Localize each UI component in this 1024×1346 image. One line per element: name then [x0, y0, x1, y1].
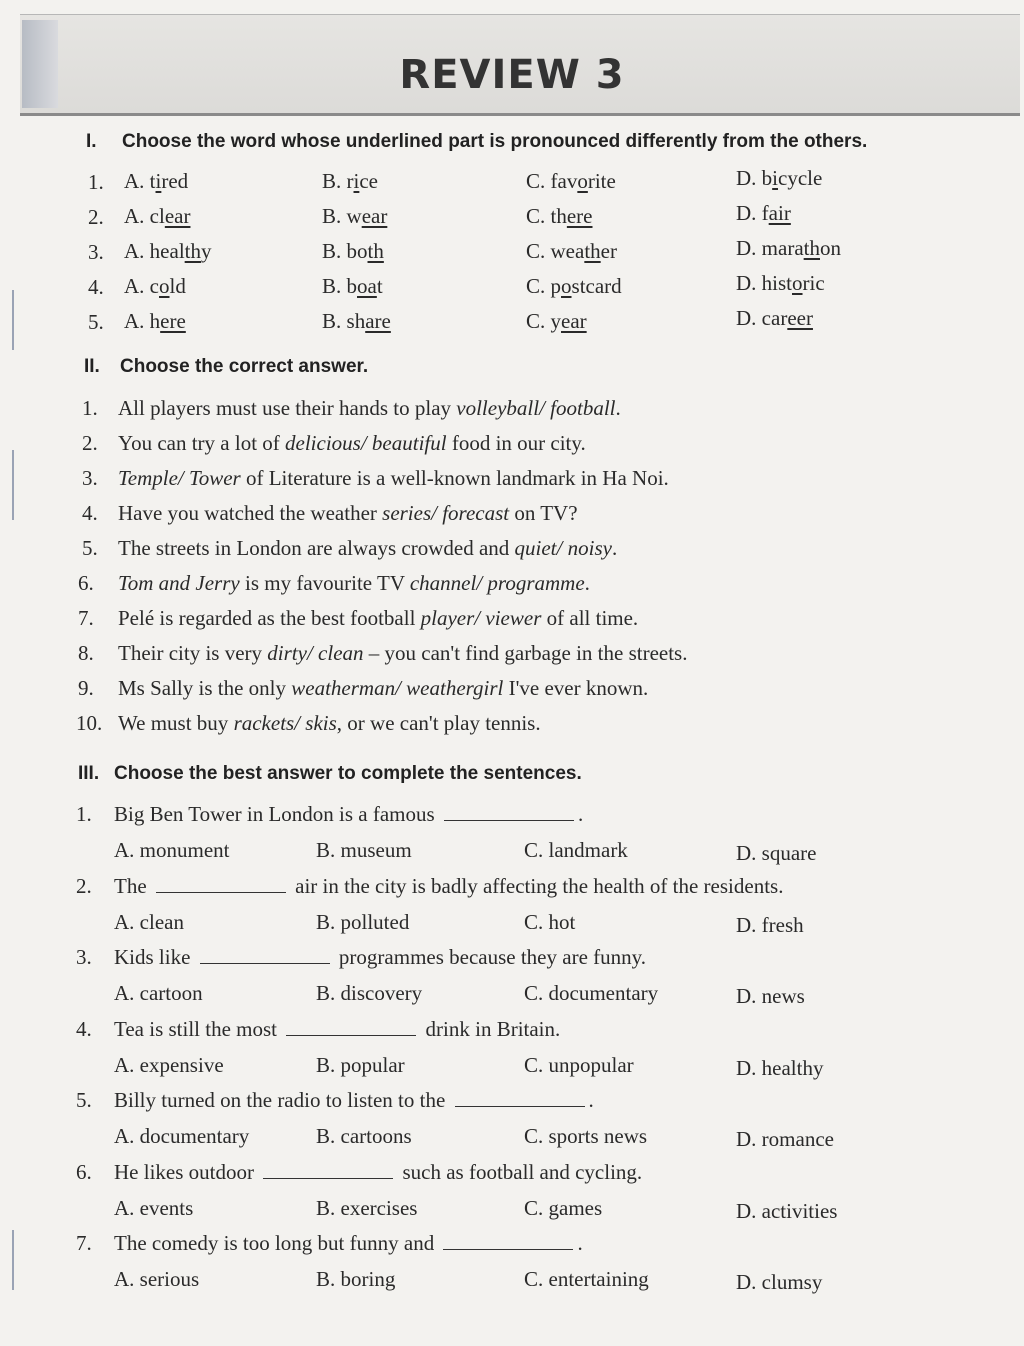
- question-number: 6.: [78, 571, 94, 595]
- sentence-text: , or we can't play tennis.: [336, 711, 541, 735]
- sentence: [118, 571, 590, 595]
- sentence: [118, 641, 687, 665]
- option: C. games: [524, 1195, 603, 1220]
- sentence-text: on TV?: [509, 501, 578, 525]
- word-part: t: [376, 274, 383, 298]
- question-number: 3.: [76, 945, 92, 969]
- question-number: 3.: [82, 466, 98, 490]
- margin-mark: [12, 290, 14, 350]
- option-letter: C.: [526, 169, 551, 193]
- option-letter: C.: [526, 274, 551, 298]
- sentence: [114, 1231, 583, 1255]
- question-number: 9.: [78, 676, 94, 700]
- option: B. museum: [316, 838, 412, 862]
- option-letter: D.: [736, 306, 762, 330]
- answer-choices: rackets/ skis: [233, 711, 337, 735]
- sentence-text: of Literature is a well-known landmark in Ha Noi.: [240, 466, 669, 490]
- section-3-heading: [78, 763, 582, 785]
- option: B. popular: [316, 1052, 405, 1077]
- sentence-text: .: [577, 1231, 583, 1255]
- option: [322, 309, 391, 333]
- underlined-part: o: [159, 274, 170, 298]
- section-heading-text: Choose the correct answer.: [120, 356, 369, 377]
- section-1-heading: [86, 131, 867, 153]
- option-letter: A.: [124, 274, 150, 298]
- option: A. documentary: [114, 1124, 250, 1148]
- question-number: 2.: [88, 205, 104, 229]
- word-part: h: [149, 309, 161, 333]
- sentence-text: All players must use their hands to play: [118, 396, 457, 420]
- word-part: ce: [359, 169, 379, 193]
- question-number: 4.: [76, 1016, 92, 1041]
- option: [322, 274, 383, 298]
- option-letter: A.: [124, 309, 150, 333]
- option-letter: D.: [736, 201, 762, 225]
- sentence: [114, 874, 783, 898]
- word-part: ld: [169, 274, 186, 298]
- option-letter: B.: [322, 309, 347, 333]
- option-letter: A.: [124, 169, 150, 193]
- sentence-text: .: [577, 802, 584, 826]
- answer-choices: series/ forecast: [382, 501, 510, 525]
- section-heading-text: Choose the best answer to complete the sentences.: [114, 763, 582, 784]
- question-number: 2.: [76, 873, 92, 898]
- option: [124, 239, 212, 263]
- sentence-text: The comedy is too long but funny and: [114, 1231, 440, 1255]
- underlined-part: ere: [566, 204, 593, 228]
- answer-choices: quiet/ noisy: [514, 536, 612, 560]
- word-part: y: [201, 239, 212, 263]
- section-number: II.: [84, 356, 100, 377]
- underlined-part: o: [792, 271, 803, 295]
- underlined-part: o: [577, 169, 588, 193]
- sentence: [114, 1017, 560, 1041]
- section-heading-text: Choose the word whose underlined part is pronounced differently from the others.: [122, 131, 868, 152]
- option: A. serious: [114, 1267, 200, 1291]
- word-part: cycle: [778, 166, 823, 190]
- word-part: sh: [346, 309, 366, 333]
- sentence: [114, 802, 583, 826]
- sentence-text: You can try a lot of: [118, 431, 286, 455]
- margin-mark: [12, 1230, 14, 1290]
- answer-blank: [156, 874, 286, 893]
- sentence-text: .: [584, 571, 590, 595]
- underlined-part: th: [367, 239, 384, 263]
- sentence: [114, 1088, 594, 1112]
- answer-blank: [455, 1088, 585, 1107]
- option: D. romance: [736, 1127, 834, 1151]
- option: [736, 271, 825, 295]
- sentence-text: is my favourite TV: [239, 571, 410, 595]
- option-letter: D.: [736, 271, 762, 295]
- option: A. events: [114, 1195, 194, 1220]
- option-letter: D.: [736, 166, 762, 190]
- underlined-part: air: [768, 201, 791, 225]
- sentence: [118, 536, 617, 560]
- option: D. activities: [736, 1198, 838, 1223]
- option: C. sports news: [524, 1124, 648, 1148]
- option: D. news: [736, 984, 805, 1008]
- word-part: p: [550, 274, 562, 298]
- sentence: [118, 606, 638, 630]
- underlined-part: are: [365, 309, 391, 333]
- sentence-text: Big Ben Tower in London is a famous: [114, 802, 440, 826]
- option: C. hot: [524, 909, 576, 934]
- word-part: r: [346, 169, 354, 193]
- sentence-text: The: [114, 873, 152, 898]
- word-part: t: [149, 169, 156, 193]
- sentence: [118, 501, 578, 525]
- option: B. polluted: [316, 909, 410, 934]
- word-part: hist: [761, 271, 793, 295]
- question-number: 4.: [88, 275, 104, 299]
- question-number: 6.: [76, 1159, 92, 1184]
- underlined-part: th: [184, 239, 201, 263]
- option: A. clean: [114, 909, 184, 934]
- option: B. cartoons: [316, 1124, 412, 1148]
- word-part: c: [149, 274, 159, 298]
- question-number: 5.: [76, 1088, 92, 1112]
- underlined-part: th: [584, 239, 601, 263]
- word-part: mara: [761, 236, 804, 260]
- underlined-part: oa: [357, 274, 377, 298]
- option: [736, 166, 822, 190]
- option: [736, 236, 841, 260]
- underlined-part: eer: [787, 306, 813, 330]
- sentence-text: Kids like: [114, 945, 196, 969]
- word-part: th: [550, 204, 567, 228]
- word-part: car: [761, 306, 788, 330]
- section-number: III.: [78, 763, 100, 784]
- sentence-text: – you can't find garbage in the streets.: [363, 641, 688, 665]
- option: [124, 204, 190, 228]
- underlined-part: ear: [164, 204, 191, 228]
- option: [322, 169, 378, 193]
- underlined-part: ear: [361, 204, 388, 228]
- word-part: f: [761, 201, 769, 225]
- answer-blank: [444, 802, 574, 821]
- answer-choices: volleyball/ football: [456, 396, 616, 420]
- question-number: 5.: [82, 536, 98, 560]
- underlined-part: o: [561, 274, 572, 298]
- option-letter: D.: [736, 236, 762, 260]
- question-number: 2.: [82, 431, 98, 455]
- underlined-part: i: [772, 166, 779, 190]
- word-part: stcard: [571, 274, 622, 298]
- word-part: w: [346, 204, 362, 228]
- word-part: er: [600, 239, 617, 263]
- sentence-text: Their city is very: [118, 641, 268, 665]
- answer-choices: channel/ programme: [409, 571, 585, 595]
- option: D. clumsy: [736, 1270, 823, 1294]
- answer-blank: [200, 945, 330, 964]
- question-number: 1.: [76, 802, 92, 826]
- option: [124, 169, 188, 193]
- sentence-text: Pelé is regarded as the best football: [118, 606, 421, 630]
- option-letter: C.: [526, 309, 551, 333]
- option: A. expensive: [114, 1052, 224, 1077]
- sentence-text: Tea is still the most: [114, 1016, 283, 1041]
- option: A. monument: [114, 838, 230, 862]
- sentence: [118, 466, 669, 490]
- option: [736, 201, 791, 225]
- underlined-part: ear: [561, 309, 587, 333]
- word-part: b: [761, 166, 773, 190]
- sentence-text: air in the city is badly affecting the health of the residents.: [289, 873, 784, 898]
- section-2-heading: [84, 356, 368, 378]
- word-part: rite: [587, 169, 616, 193]
- answer-choices: delicious/ beautiful: [285, 431, 447, 455]
- option: [526, 309, 587, 333]
- word-part: b: [346, 274, 358, 298]
- sentence-text: of all time.: [541, 606, 639, 630]
- underlined-part: th: [803, 236, 820, 260]
- word-part: fav: [550, 169, 578, 193]
- question-number: 1.: [82, 396, 98, 420]
- answer-choices: dirty/ clean: [267, 641, 364, 665]
- option: B. exercises: [316, 1195, 418, 1220]
- question-number: 8.: [78, 641, 94, 665]
- sentence: [118, 431, 586, 455]
- sentence-text: He likes outdoor: [114, 1159, 260, 1184]
- underlined-part: i: [353, 169, 360, 193]
- option: [736, 306, 813, 330]
- answer-choices: Temple/ Tower: [118, 466, 241, 490]
- sentence: [118, 396, 621, 420]
- sentence-text: .: [588, 1088, 594, 1112]
- sentence-text: .: [615, 396, 621, 420]
- option: [526, 204, 593, 228]
- word-part: cl: [149, 204, 165, 228]
- option: B. discovery: [316, 981, 423, 1005]
- word-part: on: [820, 236, 841, 260]
- answer-blank: [286, 1017, 416, 1036]
- word-part: heal: [149, 239, 185, 263]
- underlined-part: ere: [160, 309, 186, 333]
- underlined-part: i: [155, 169, 162, 193]
- option: C. unpopular: [524, 1052, 634, 1077]
- word-part: bo: [346, 239, 368, 263]
- sentence-text: I've ever known.: [503, 676, 649, 700]
- option: D. square: [736, 841, 817, 865]
- option-letter: B.: [322, 239, 347, 263]
- sentence: [114, 1160, 642, 1184]
- option: B. boring: [316, 1267, 396, 1291]
- option: [526, 239, 617, 263]
- option: [526, 169, 616, 193]
- question-number: 10.: [76, 711, 103, 735]
- sentence-text: The streets in London are always crowded and: [118, 536, 515, 560]
- sentence-text: such as football and cycling.: [397, 1159, 643, 1184]
- sentence-text: We must buy: [118, 711, 234, 735]
- sentence: [118, 676, 648, 700]
- option: C. documentary: [524, 981, 659, 1005]
- option-letter: A.: [124, 239, 150, 263]
- option: A. cartoon: [114, 981, 203, 1005]
- sentence: [118, 711, 541, 735]
- option: D. fresh: [736, 912, 804, 937]
- word-part: wea: [550, 239, 585, 263]
- question-number: 3.: [88, 240, 104, 264]
- answer-blank: [263, 1160, 393, 1179]
- word-part: ric: [802, 271, 825, 295]
- word-part: y: [550, 309, 562, 333]
- answer-choices: player/ viewer: [420, 606, 542, 630]
- sentence-text: Have you watched the weather: [118, 501, 383, 525]
- question-number: 7.: [78, 606, 94, 630]
- question-number: 7.: [76, 1231, 92, 1255]
- question-number: 4.: [82, 501, 98, 525]
- option: C. entertaining: [524, 1267, 649, 1291]
- option: [322, 204, 387, 228]
- page-title: REVIEW 3: [399, 52, 625, 98]
- option: D. healthy: [736, 1055, 824, 1080]
- question-number: 5.: [88, 310, 104, 334]
- answer-choices: weatherman/ weathergirl: [291, 676, 504, 700]
- question-number: 1.: [88, 170, 104, 194]
- sentence-text: Billy turned on the radio to listen to the: [114, 1088, 451, 1112]
- option: [526, 274, 622, 298]
- option: [322, 239, 384, 263]
- sentence-text: Ms Sally is the only: [118, 676, 292, 700]
- answer-blank: [443, 1231, 573, 1250]
- sentence-text: programmes because they are funny.: [333, 945, 647, 969]
- sentence-text: .: [611, 536, 618, 560]
- option: C. landmark: [524, 838, 628, 862]
- option-letter: B.: [322, 274, 347, 298]
- answer-choices: Tom and Jerry: [118, 571, 240, 595]
- word-part: red: [161, 169, 189, 193]
- margin-mark: [12, 450, 14, 520]
- sentence-text: drink in Britain.: [420, 1016, 561, 1041]
- option-letter: B.: [322, 169, 347, 193]
- sentence-text: food in our city.: [446, 431, 586, 455]
- option-letter: C.: [526, 239, 551, 263]
- option-letter: A.: [124, 204, 150, 228]
- option-letter: B.: [322, 204, 347, 228]
- option-letter: C.: [526, 204, 551, 228]
- option: [124, 274, 186, 298]
- section-number: I.: [86, 131, 97, 152]
- option: [124, 309, 186, 333]
- sentence: [114, 945, 646, 969]
